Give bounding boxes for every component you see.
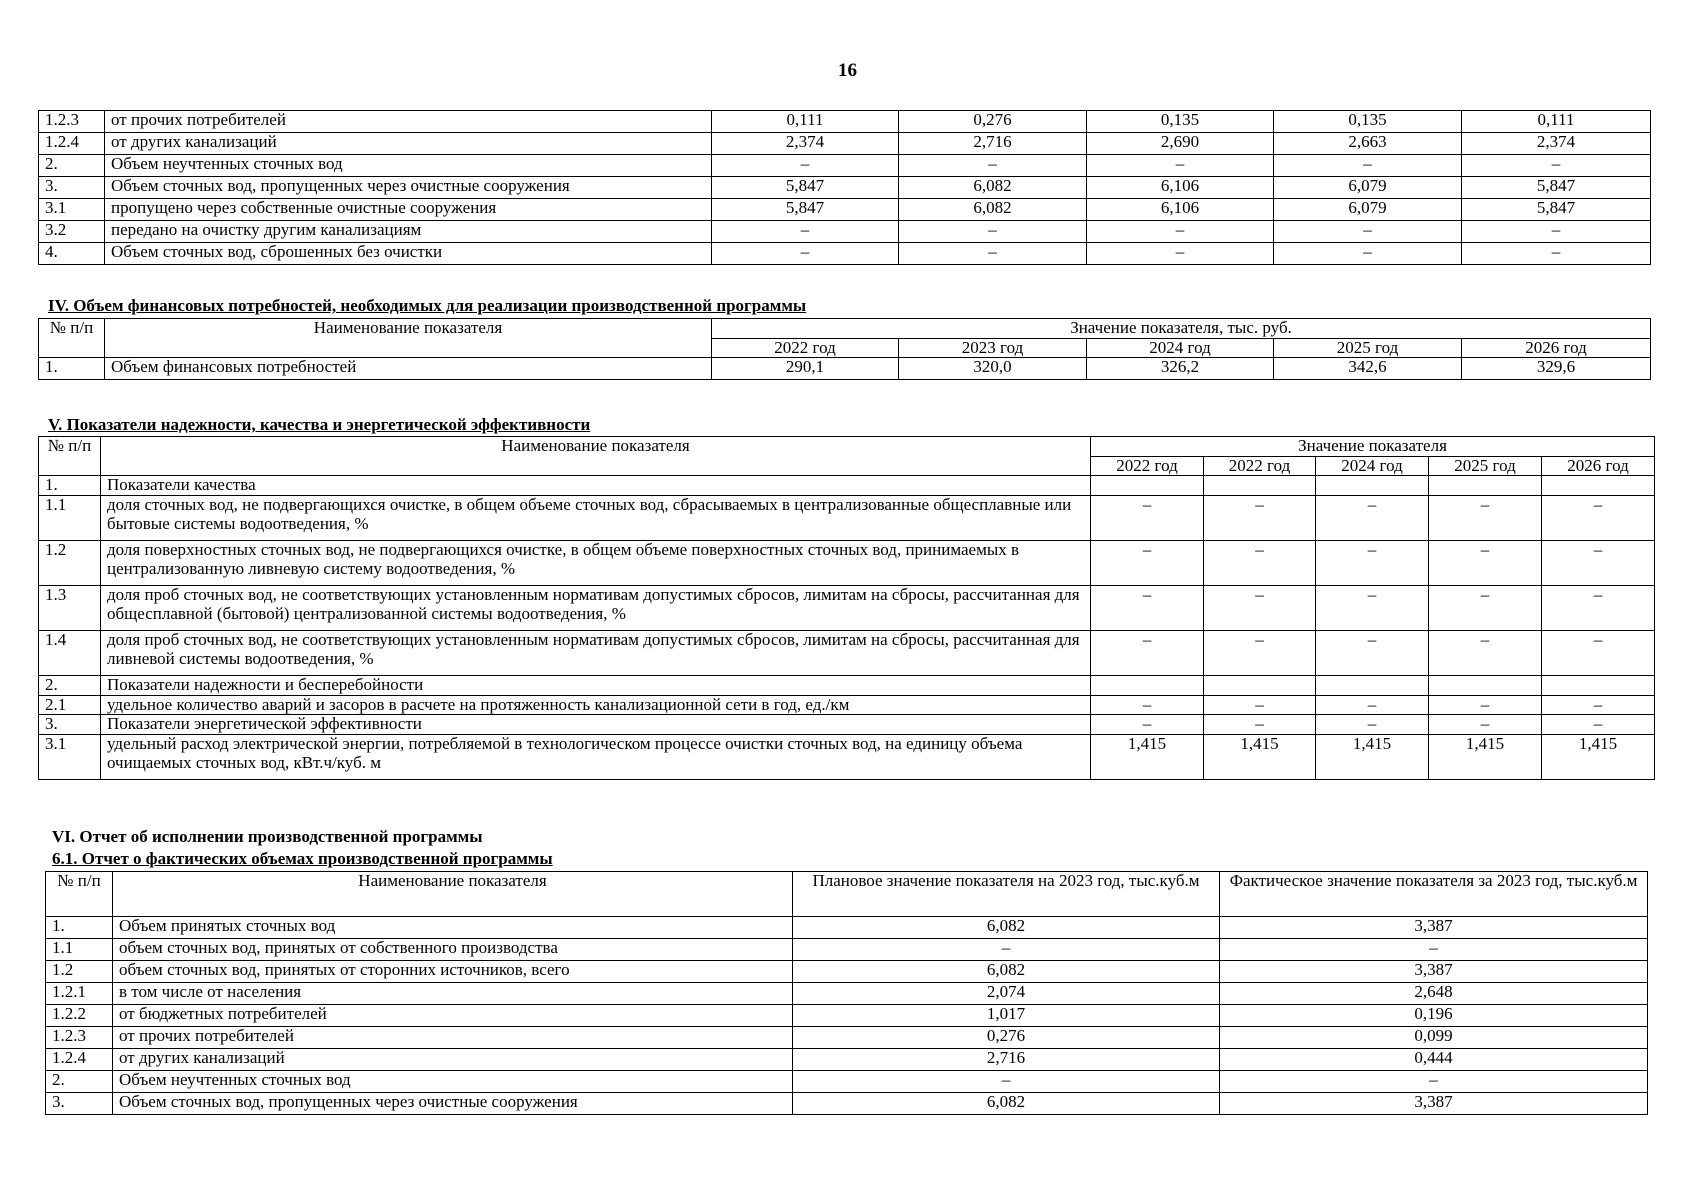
year-header: 2022 год bbox=[1091, 456, 1204, 476]
section-5-title: V. Показатели надежности, качества и энергетической эффективности bbox=[48, 415, 591, 434]
row-number: 1. bbox=[46, 917, 113, 939]
row-value: 0,196 bbox=[1220, 1005, 1648, 1027]
row-value: – bbox=[1091, 496, 1204, 541]
row-number: 1. bbox=[39, 358, 105, 380]
row-value: – bbox=[793, 1071, 1220, 1093]
row-number: 1.2.1 bbox=[46, 983, 113, 1005]
row-value: – bbox=[1204, 631, 1316, 676]
table-row bbox=[39, 496, 1655, 541]
row-value bbox=[1542, 676, 1655, 696]
col-fact-header: Фактическое значение показателя за 2023 год, тыс.куб.м bbox=[1220, 872, 1648, 917]
table-row bbox=[39, 586, 1655, 631]
col-num-header: № п/п bbox=[39, 437, 101, 476]
row-number: 2. bbox=[39, 155, 105, 177]
table-row bbox=[39, 715, 1655, 735]
row-name: объем сточных вод, принятых от собственного производства bbox=[113, 939, 793, 961]
row-value: – bbox=[1091, 695, 1204, 715]
row-value: – bbox=[1091, 586, 1204, 631]
row-value: 2,716 bbox=[793, 1049, 1220, 1071]
row-number: 1.2.3 bbox=[39, 111, 105, 133]
row-value: – bbox=[1274, 243, 1462, 265]
row-value: – bbox=[1429, 541, 1542, 586]
row-value: 6,082 bbox=[899, 199, 1087, 221]
row-value: – bbox=[1542, 496, 1655, 541]
row-name: Показатели энергетической эффективности bbox=[101, 715, 1091, 735]
row-value: 6,082 bbox=[793, 961, 1220, 983]
row-value: 326,2 bbox=[1087, 358, 1274, 380]
table-row bbox=[46, 1027, 1648, 1049]
table-row bbox=[39, 358, 1651, 380]
table-row bbox=[39, 476, 1655, 496]
row-value bbox=[1091, 676, 1204, 696]
row-value: 1,415 bbox=[1091, 735, 1204, 780]
row-number: 3.1 bbox=[39, 735, 101, 780]
row-number: 1.4 bbox=[39, 631, 101, 676]
row-value: 3,387 bbox=[1220, 917, 1648, 939]
row-value: – bbox=[1091, 541, 1204, 586]
row-value bbox=[1204, 676, 1316, 696]
row-value: 3,387 bbox=[1220, 1093, 1648, 1115]
row-value: 2,074 bbox=[793, 983, 1220, 1005]
row-name: удельное количество аварий и засоров в расчете на протяженность канализационной сети в год, ед./км bbox=[101, 695, 1091, 715]
row-value: 2,374 bbox=[1462, 133, 1651, 155]
row-value: – bbox=[1429, 586, 1542, 631]
year-header: 2022 год bbox=[1204, 456, 1316, 476]
row-value: – bbox=[1429, 631, 1542, 676]
row-value: 0,111 bbox=[1462, 111, 1651, 133]
row-value: 6,079 bbox=[1274, 177, 1462, 199]
row-value bbox=[1542, 476, 1655, 496]
row-value: – bbox=[1542, 695, 1655, 715]
table-row bbox=[46, 1071, 1648, 1093]
row-value: – bbox=[1316, 631, 1429, 676]
year-header: 2025 год bbox=[1429, 456, 1542, 476]
row-number: 1.1 bbox=[46, 939, 113, 961]
row-value bbox=[1316, 476, 1429, 496]
row-value: – bbox=[1542, 715, 1655, 735]
col-num-header: № п/п bbox=[46, 872, 113, 917]
year-header: 2023 год bbox=[899, 338, 1087, 358]
table-row bbox=[46, 1005, 1648, 1027]
row-name: пропущено через собственные очистные сооружения bbox=[105, 199, 712, 221]
row-name: доля сточных вод, не подвергающихся очистке, в общем объеме сточных вод, сбрасываемых в централизованные общесплавные или бытовые системы водоотведения, % bbox=[101, 496, 1091, 541]
row-number: 3. bbox=[39, 715, 101, 735]
row-name: Объем неучтенных сточных вод bbox=[105, 155, 712, 177]
row-value: 342,6 bbox=[1274, 358, 1462, 380]
row-number: 1.2.2 bbox=[46, 1005, 113, 1027]
row-number: 3.1 bbox=[39, 199, 105, 221]
table-row bbox=[39, 221, 1651, 243]
row-number: 1.1 bbox=[39, 496, 101, 541]
row-value: – bbox=[1204, 695, 1316, 715]
row-value: – bbox=[1462, 155, 1651, 177]
row-number: 1.2 bbox=[39, 541, 101, 586]
col-value-header: Значение показателя, тыс. руб. bbox=[712, 319, 1651, 339]
row-value: – bbox=[899, 155, 1087, 177]
year-header: 2026 год bbox=[1542, 456, 1655, 476]
row-value: 0,111 bbox=[712, 111, 899, 133]
production-report-table bbox=[45, 871, 1648, 1115]
row-value: 5,847 bbox=[1462, 199, 1651, 221]
row-value: – bbox=[712, 221, 899, 243]
row-value: 1,415 bbox=[1542, 735, 1655, 780]
row-value: – bbox=[1087, 155, 1274, 177]
row-value: 0,135 bbox=[1087, 111, 1274, 133]
row-name: удельный расход электрической энергии, потребляемой в технологическом процессе очистки сточных вод, на единицу объема очищаемых сточных вод, кВт.ч/куб. м bbox=[101, 735, 1091, 780]
table-row bbox=[39, 177, 1651, 199]
row-value: 2,374 bbox=[712, 133, 899, 155]
table-row bbox=[39, 243, 1651, 265]
row-value: – bbox=[1542, 631, 1655, 676]
row-value bbox=[1316, 676, 1429, 696]
row-name: Объем неучтенных сточных вод bbox=[113, 1071, 793, 1093]
table-row bbox=[39, 695, 1655, 715]
year-header: 2022 год bbox=[712, 338, 899, 358]
row-number: 1.2.3 bbox=[46, 1027, 113, 1049]
col-num-header: № п/п bbox=[39, 319, 105, 358]
row-number: 1.2.4 bbox=[46, 1049, 113, 1071]
row-value: 6,106 bbox=[1087, 177, 1274, 199]
row-number: 1.2 bbox=[46, 961, 113, 983]
row-value: – bbox=[1316, 541, 1429, 586]
row-value: – bbox=[1316, 496, 1429, 541]
row-name: от бюджетных потребителей bbox=[113, 1005, 793, 1027]
row-number: 4. bbox=[39, 243, 105, 265]
row-name: доля проб сточных вод, не соответствующих установленным нормативам допустимых сбросов, лимитам на сбросы, рассчитанная для общесплавной (бытовой) централизованной системы водоотведения, % bbox=[101, 586, 1091, 631]
row-value: – bbox=[1274, 155, 1462, 177]
row-name: в том числе от населения bbox=[113, 983, 793, 1005]
row-value: 5,847 bbox=[1462, 177, 1651, 199]
row-value: 3,387 bbox=[1220, 961, 1648, 983]
section-6-title: VI. Отчет об исполнении производственной программы bbox=[52, 827, 483, 846]
row-number: 3.2 bbox=[39, 221, 105, 243]
row-value: – bbox=[1091, 631, 1204, 676]
row-value: 2,648 bbox=[1220, 983, 1648, 1005]
row-number: 2. bbox=[46, 1071, 113, 1093]
row-value: 1,415 bbox=[1316, 735, 1429, 780]
row-value: – bbox=[1204, 715, 1316, 735]
row-value: – bbox=[1220, 939, 1648, 961]
row-value: – bbox=[1542, 586, 1655, 631]
row-value: 0,276 bbox=[793, 1027, 1220, 1049]
row-name: Объем принятых сточных вод bbox=[113, 917, 793, 939]
year-header: 2024 год bbox=[1087, 338, 1274, 358]
row-number: 3. bbox=[46, 1093, 113, 1115]
row-name: от других канализаций bbox=[105, 133, 712, 155]
reliability-quality-table bbox=[38, 436, 1655, 780]
volumes-table-continuation bbox=[38, 110, 1651, 265]
table-row bbox=[39, 735, 1655, 780]
row-value: 1,415 bbox=[1429, 735, 1542, 780]
table-row bbox=[39, 199, 1651, 221]
row-name: от прочих потребителей bbox=[113, 1027, 793, 1049]
table-row bbox=[39, 541, 1655, 586]
row-value bbox=[1204, 476, 1316, 496]
row-value: – bbox=[1429, 496, 1542, 541]
row-name: доля поверхностных сточных вод, не подвергающихся очистке, в общем объеме поверхностных сточных вод, принимаемых в централизованную ливневую систему водоотведения, % bbox=[101, 541, 1091, 586]
row-name: Объем финансовых потребностей bbox=[105, 358, 712, 380]
table-row bbox=[46, 1049, 1648, 1071]
row-number: 2.1 bbox=[39, 695, 101, 715]
row-name: Объем сточных вод, пропущенных через очистные сооружения bbox=[113, 1093, 793, 1115]
row-value: 6,106 bbox=[1087, 199, 1274, 221]
row-value bbox=[1429, 676, 1542, 696]
row-value: – bbox=[1429, 715, 1542, 735]
row-value: 320,0 bbox=[899, 358, 1087, 380]
table-row bbox=[46, 939, 1648, 961]
table-row bbox=[39, 631, 1655, 676]
row-number: 2. bbox=[39, 676, 101, 696]
row-value: – bbox=[1274, 221, 1462, 243]
row-value: – bbox=[712, 243, 899, 265]
year-header: 2026 год bbox=[1462, 338, 1651, 358]
row-value: – bbox=[1091, 715, 1204, 735]
row-name: передано на очистку другим канализациям bbox=[105, 221, 712, 243]
table-row bbox=[39, 111, 1651, 133]
table-row bbox=[46, 917, 1648, 939]
row-name: Объем сточных вод, пропущенных через очистные сооружения bbox=[105, 177, 712, 199]
row-value: – bbox=[793, 939, 1220, 961]
table-row bbox=[46, 961, 1648, 983]
row-value: – bbox=[1542, 541, 1655, 586]
row-value: 0,099 bbox=[1220, 1027, 1648, 1049]
row-value: – bbox=[1204, 586, 1316, 631]
row-value: 290,1 bbox=[712, 358, 899, 380]
section-4-title: IV. Объем финансовых потребностей, необходимых для реализации производственной программы bbox=[48, 296, 807, 315]
page-number: 16 bbox=[838, 60, 857, 81]
row-number: 3. bbox=[39, 177, 105, 199]
row-value: 6,079 bbox=[1274, 199, 1462, 221]
col-plan-header: Плановое значение показателя на 2023 год, тыс.куб.м bbox=[793, 872, 1220, 917]
row-number: 1.3 bbox=[39, 586, 101, 631]
row-name: доля проб сточных вод, не соответствующих установленным нормативам допустимых сбросов, лимитам на сбросы, рассчитанная для ливневой системы водоотведения, % bbox=[101, 631, 1091, 676]
col-name-header: Наименование показателя bbox=[101, 437, 1091, 476]
row-value: 329,6 bbox=[1462, 358, 1651, 380]
row-value bbox=[1429, 476, 1542, 496]
col-name-header: Наименование показателя bbox=[113, 872, 793, 917]
row-value: – bbox=[1316, 586, 1429, 631]
row-number: 1.2.4 bbox=[39, 133, 105, 155]
row-value: – bbox=[1087, 221, 1274, 243]
row-value bbox=[1091, 476, 1204, 496]
row-value: 2,663 bbox=[1274, 133, 1462, 155]
row-value: – bbox=[1429, 695, 1542, 715]
row-value: – bbox=[1462, 243, 1651, 265]
row-value: 0,444 bbox=[1220, 1049, 1648, 1071]
row-value: 0,276 bbox=[899, 111, 1087, 133]
table-row bbox=[39, 155, 1651, 177]
row-value: 6,082 bbox=[793, 917, 1220, 939]
row-value: 1,415 bbox=[1204, 735, 1316, 780]
table-row bbox=[39, 133, 1651, 155]
financial-needs-table bbox=[38, 318, 1651, 380]
section-6-1-subtitle: 6.1. Отчет о фактических объемах производственной программы bbox=[52, 849, 553, 868]
row-value: 2,690 bbox=[1087, 133, 1274, 155]
row-value: – bbox=[1316, 715, 1429, 735]
year-header: 2025 год bbox=[1274, 338, 1462, 358]
row-name: Показатели надежности и бесперебойности bbox=[101, 676, 1091, 696]
table-row bbox=[46, 1093, 1648, 1115]
row-value: – bbox=[1462, 221, 1651, 243]
col-name-header: Наименование показателя bbox=[105, 319, 712, 358]
row-value: 5,847 bbox=[712, 177, 899, 199]
row-value: – bbox=[712, 155, 899, 177]
col-value-header: Значение показателя bbox=[1091, 437, 1655, 457]
year-header: 2024 год bbox=[1316, 456, 1429, 476]
row-name: Объем сточных вод, сброшенных без очистки bbox=[105, 243, 712, 265]
table-row bbox=[39, 676, 1655, 696]
row-value: 0,135 bbox=[1274, 111, 1462, 133]
row-value: – bbox=[1204, 541, 1316, 586]
row-number: 1. bbox=[39, 476, 101, 496]
row-value: 6,082 bbox=[793, 1093, 1220, 1115]
row-value: 1,017 bbox=[793, 1005, 1220, 1027]
row-value: 2,716 bbox=[899, 133, 1087, 155]
row-name: Показатели качества bbox=[101, 476, 1091, 496]
row-value: – bbox=[1204, 496, 1316, 541]
row-name: объем сточных вод, принятых от сторонних источников, всего bbox=[113, 961, 793, 983]
row-value: – bbox=[1087, 243, 1274, 265]
row-value: – bbox=[899, 243, 1087, 265]
row-value: – bbox=[899, 221, 1087, 243]
row-value: 6,082 bbox=[899, 177, 1087, 199]
table-row bbox=[46, 983, 1648, 1005]
row-name: от прочих потребителей bbox=[105, 111, 712, 133]
row-value: 5,847 bbox=[712, 199, 899, 221]
row-name: от других канализаций bbox=[113, 1049, 793, 1071]
row-value: – bbox=[1316, 695, 1429, 715]
row-value: – bbox=[1220, 1071, 1648, 1093]
